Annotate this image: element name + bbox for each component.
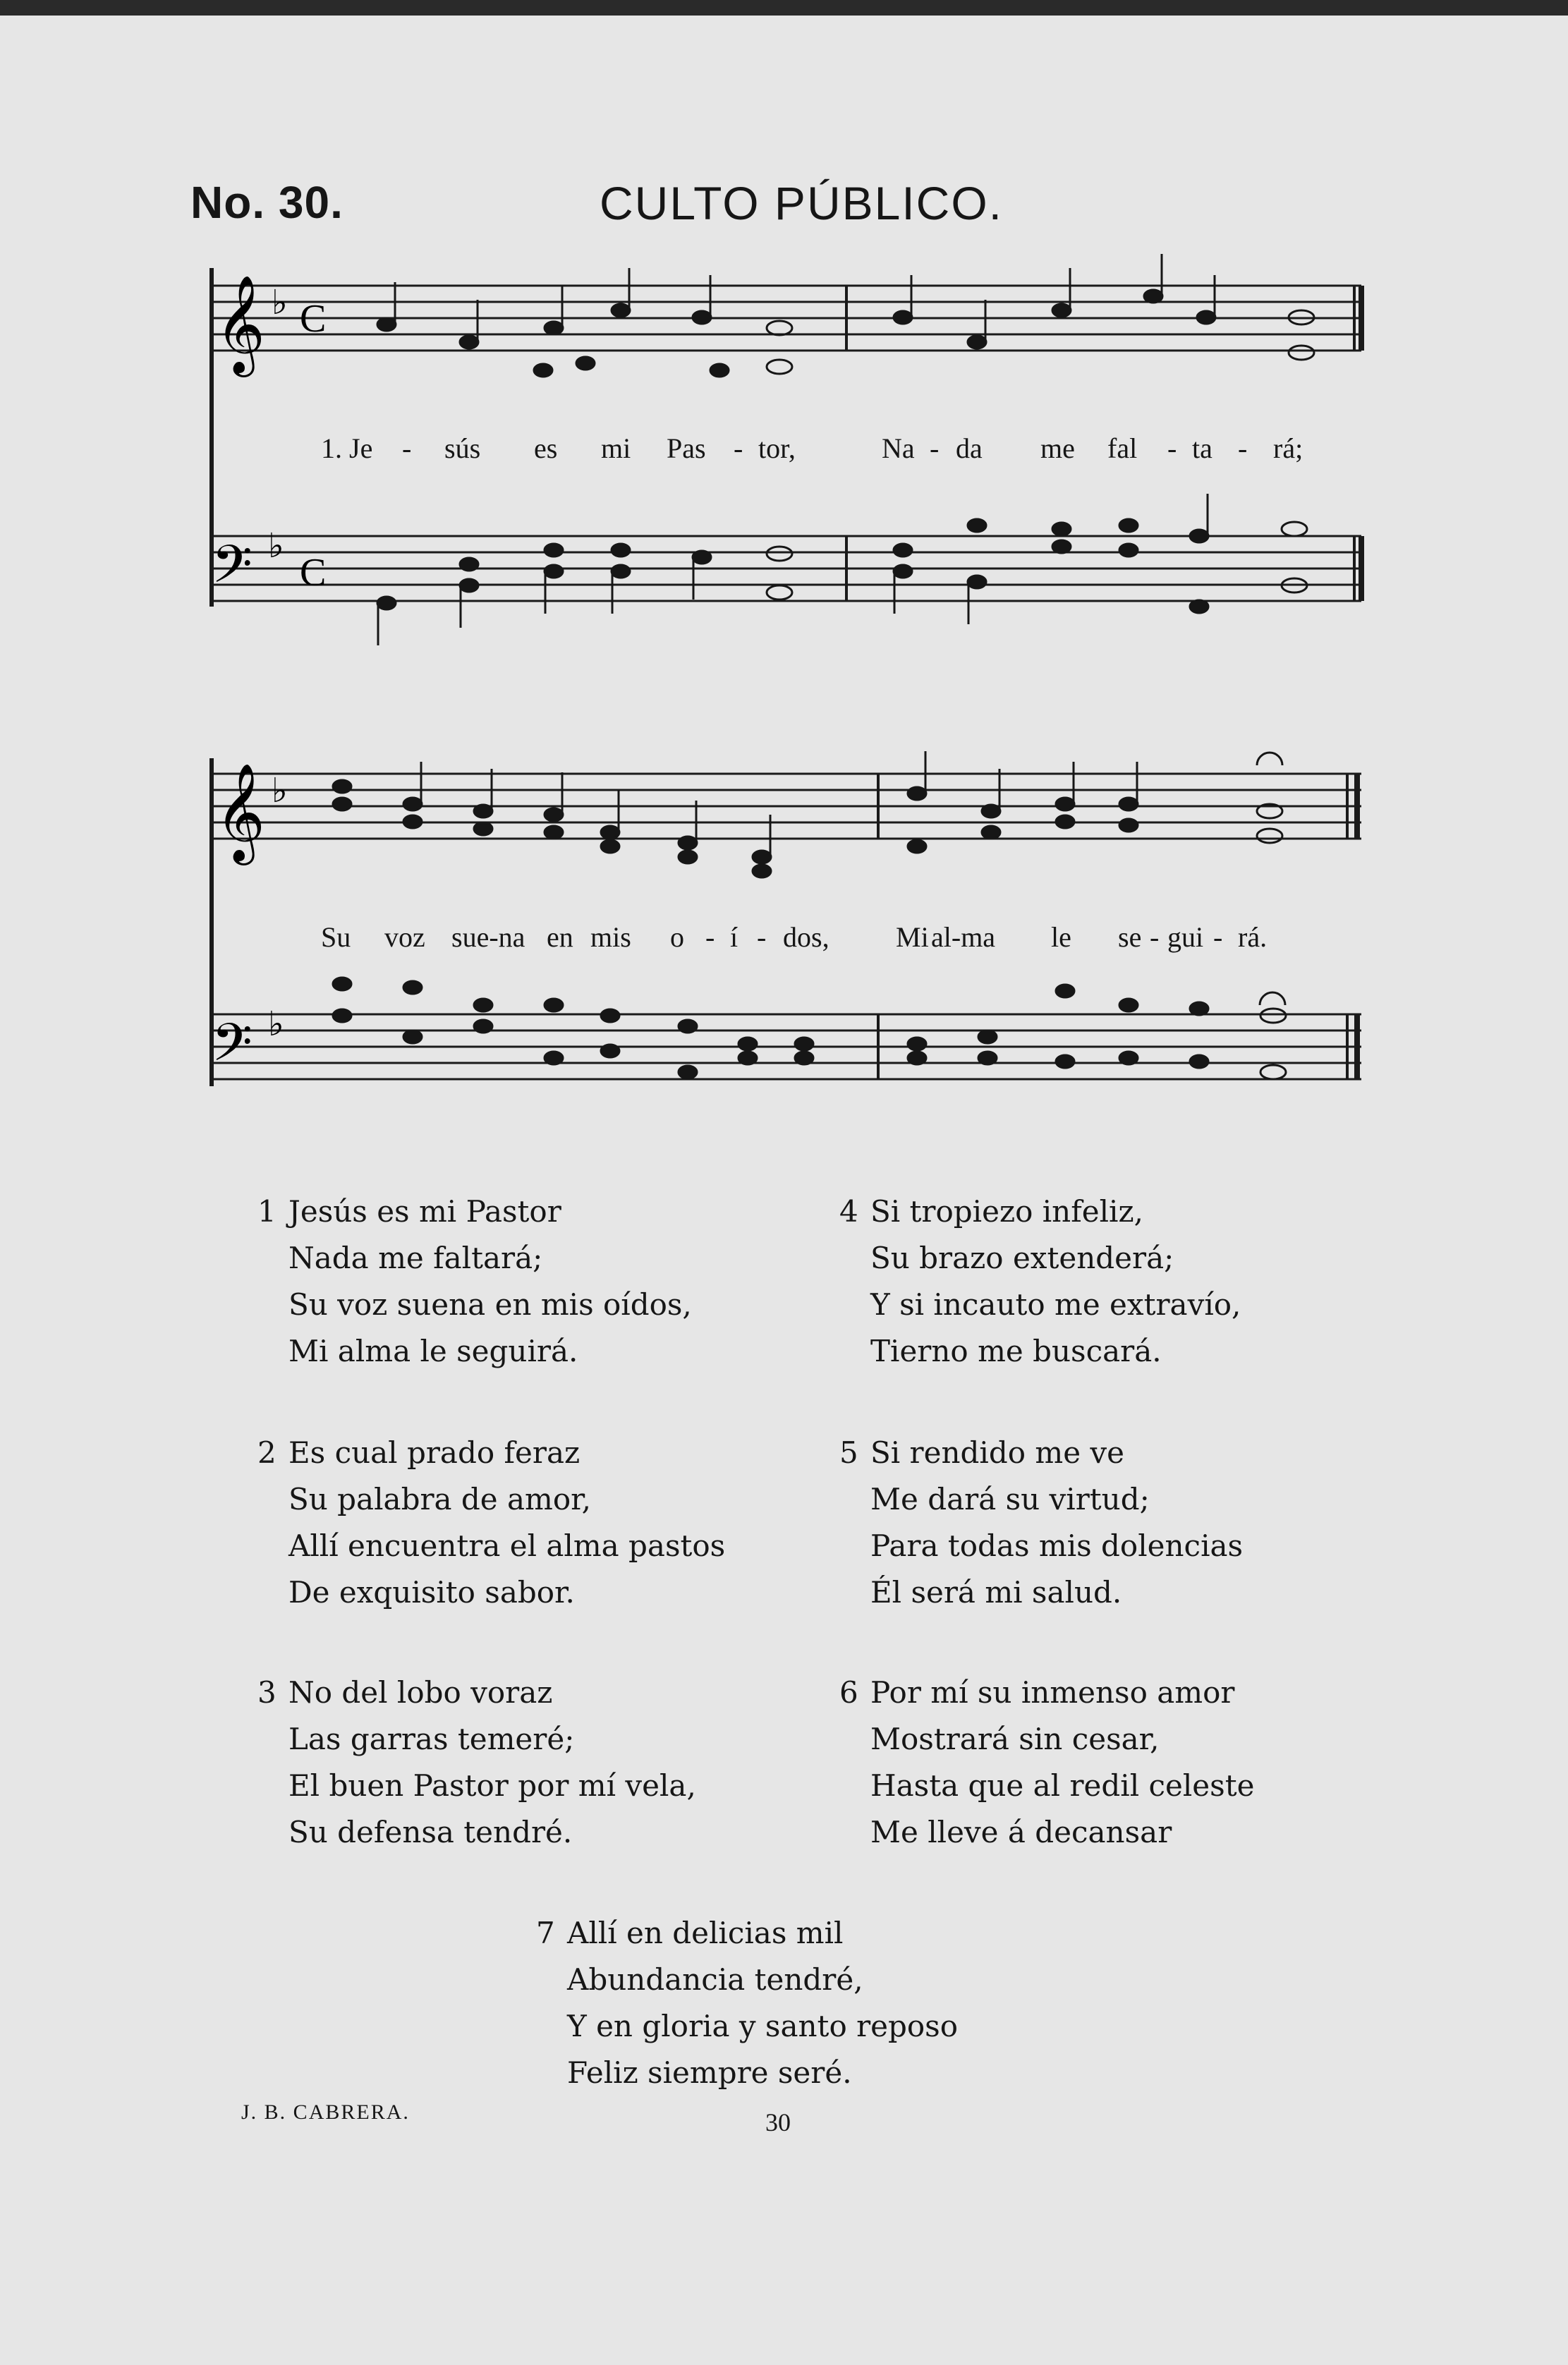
stanza-number: 4 [839, 1194, 858, 1229]
stanza [257, 1670, 696, 1856]
lyric-syllable: - [734, 432, 743, 464]
page-number: 30 [765, 2108, 791, 2136]
flat-icon: ♭ [272, 283, 288, 322]
stanza-number: 3 [257, 1675, 276, 1710]
stanza [536, 1910, 958, 2096]
lyric-syllable: ta [1192, 432, 1213, 464]
lyric-syllable: le [1051, 921, 1071, 953]
stanza-line: Su brazo extenderá; [870, 1241, 1174, 1275]
flat-icon: ♭ [272, 771, 288, 810]
stanza-line: Su palabra de amor, [288, 1482, 591, 1516]
author-credit: J. B. CABRERA. [241, 2100, 410, 2124]
stanza-line: Feliz siempre seré. [567, 2055, 852, 2090]
stanza-line: Las garras temeré; [288, 1722, 575, 1756]
stanza-line: Tierno me buscará. [870, 1334, 1162, 1368]
stanza-number: 6 [839, 1675, 858, 1710]
lyric-syllable: dos, [783, 921, 829, 953]
stanza-line: Mostrará sin cesar, [870, 1722, 1160, 1756]
lyric-syllable: - [705, 921, 715, 953]
stanza-line: El buen Pastor por mí vela, [288, 1768, 696, 1803]
lyric-syllable: mis [590, 921, 631, 953]
stanza-line: Abundancia tendré, [567, 1962, 863, 1997]
treble-clef-icon: 𝄞 [215, 275, 265, 373]
stanza-line: Su defensa tendré. [288, 1815, 573, 1849]
stanza-line: No del lobo voraz [288, 1675, 553, 1710]
lyric-syllable: sús [444, 432, 481, 464]
lyric-syllable: Pas [667, 432, 706, 464]
stanza-line: Y si incauto me extravío, [870, 1287, 1241, 1322]
flat-icon: ♭ [268, 1004, 284, 1044]
treble-staff-system-2 [212, 774, 1361, 839]
hymn-number: No. 30. [190, 177, 344, 228]
stanza-line: Me dará su virtud; [870, 1482, 1150, 1516]
stanza [839, 1670, 1254, 1856]
lyric-syllable: mi [601, 432, 631, 464]
lyric-syllable: voz [384, 921, 425, 953]
stanza-line: Me lleve á decansar [870, 1815, 1172, 1849]
lyric-syllable: - [1238, 432, 1248, 464]
stanza-line: De exquisito sabor. [288, 1575, 575, 1610]
lyric-syllable: í [730, 921, 739, 953]
lyric-syllable: - [1167, 432, 1177, 464]
stanza-line: Para todas mis dolencias [870, 1528, 1244, 1563]
lyric-syllable: tor, [758, 432, 796, 464]
bass-clef-icon: 𝄢 [212, 1012, 253, 1086]
bass-staff-system-2 [212, 1014, 1361, 1079]
stanza-line: Jesús es mi Pastor [288, 1194, 561, 1229]
stanza-line: Mi alma le seguirá. [288, 1334, 578, 1368]
lyric-syllable: 1. Je [321, 432, 373, 464]
stanza [839, 1188, 1241, 1375]
lyric-syllable: Su [321, 921, 351, 953]
hymn-title: CULTO PÚBLICO. [600, 177, 1004, 229]
bass-staff-system-1 [212, 536, 1361, 601]
lyric-syllable: - [1150, 921, 1160, 953]
bass-clef-icon: 𝄢 [212, 534, 253, 608]
stanza-number: 1 [257, 1194, 276, 1229]
stanza-line: Y en gloria y santo reposo [567, 2009, 959, 2043]
stanza-line: Nada me faltará; [288, 1241, 543, 1275]
stanza-number: 2 [257, 1435, 276, 1470]
stanza-line: Allí en delicias mil [567, 1916, 844, 1950]
stanza-line: Allí encuentra el alma pastos [288, 1528, 726, 1563]
stanza-line: Si tropiezo infeliz, [870, 1194, 1143, 1229]
lyric-syllable: me [1040, 432, 1075, 464]
common-time-icon: C [300, 551, 327, 595]
lyric-syllable: o [670, 921, 684, 953]
lyric-syllable: al-ma [931, 921, 996, 953]
stanza-number: 5 [839, 1435, 858, 1470]
lyric-syllable: gui [1167, 921, 1204, 953]
stanza-line: Él será mi salud. [870, 1575, 1122, 1610]
lyric-syllable: rá. [1238, 921, 1268, 953]
common-time-icon: C [300, 297, 327, 341]
stanza [257, 1188, 692, 1375]
lyric-syllable: - [930, 432, 940, 464]
lyric-syllable: - [1213, 921, 1223, 953]
lyric-syllable: - [757, 921, 767, 953]
stanza-line: Hasta que al redil celeste [870, 1768, 1255, 1803]
lyric-syllable: en [547, 921, 573, 953]
stanza [257, 1430, 725, 1616]
lyric-syllable: da [956, 432, 983, 464]
lyric-syllable: sue-na [451, 921, 525, 953]
lyric-syllable: Na [882, 432, 915, 464]
lyric-syllable: es [534, 432, 558, 464]
lyric-syllable: fal [1107, 432, 1138, 464]
stanza [839, 1430, 1243, 1616]
sheet-music [0, 0, 1568, 1143]
stanza-line: Su voz suena en mis oídos, [288, 1287, 692, 1322]
lyric-syllable: - [402, 432, 412, 464]
stanza-line: Si rendido me ve [870, 1435, 1124, 1470]
lyric-syllable: rá; [1273, 432, 1303, 464]
stanza-line: Es cual prado feraz [288, 1435, 581, 1470]
lyric-syllable: se [1118, 921, 1142, 953]
treble-clef-icon: 𝄞 [215, 763, 265, 861]
stanza-line: Por mí su inmenso amor [870, 1675, 1235, 1710]
flat-icon: ♭ [268, 526, 284, 566]
stanza-number: 7 [536, 1916, 555, 1950]
lyric-syllable: Mi [896, 921, 929, 953]
